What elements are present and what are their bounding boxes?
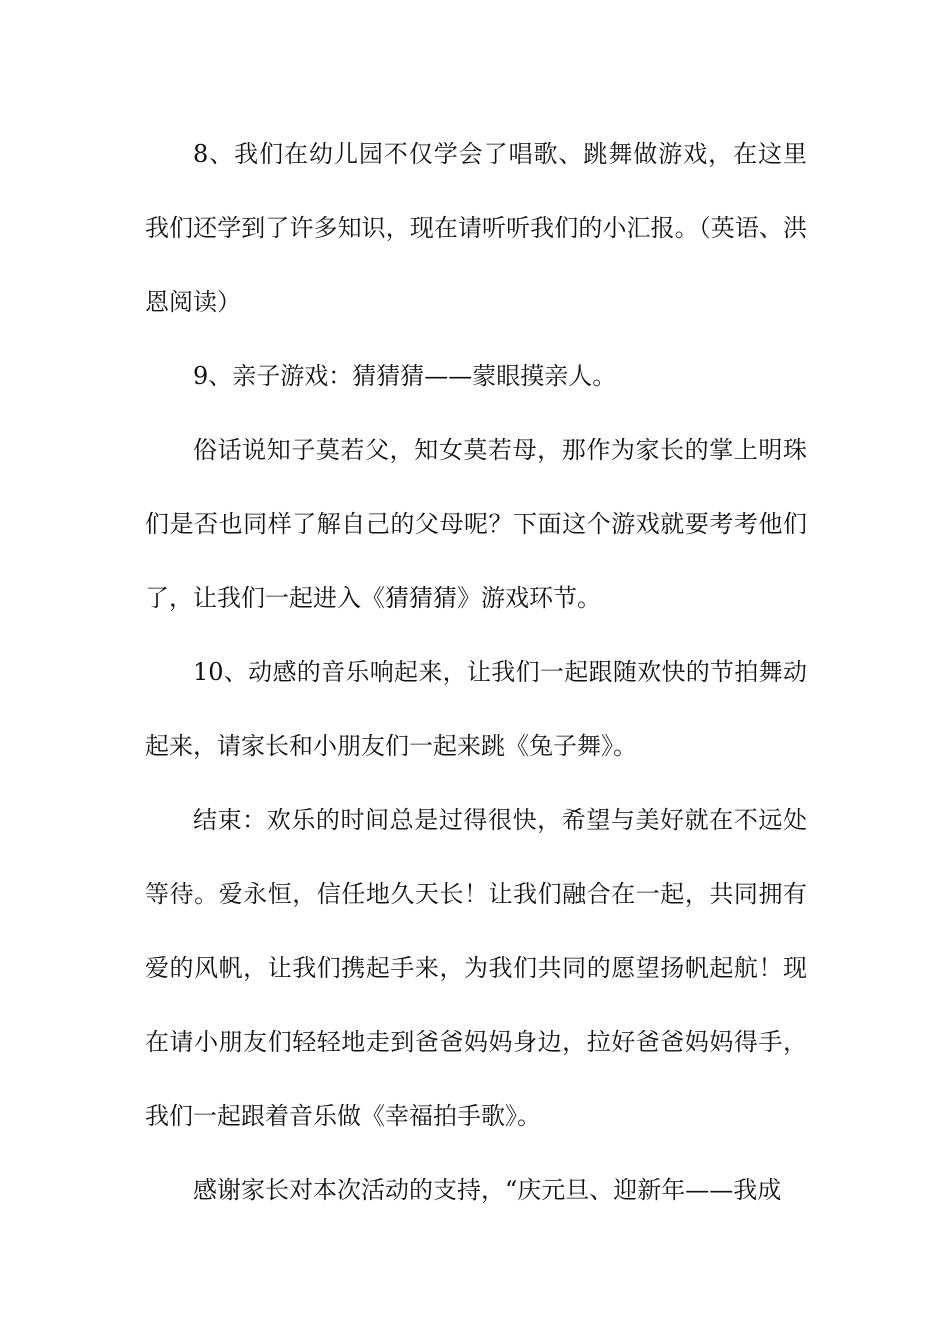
paragraph-item-10: 10、动感的音乐响起来，让我们一起跟随欢快的节拍舞动起来，请家长和小朋友们一起来跳《兔子舞》。 — [145, 658, 807, 760]
body-text — [145, 117, 807, 1227]
paragraph-item-9: 9、亲子游戏：猜猜猜——蒙眼摸亲人。 — [193, 362, 617, 390]
paragraph-item-8: 8、我们在幼儿园不仅学会了唱歌、跳舞做游戏，在这里我们还学到了许多知识，现在请听听我们的小汇报。（英语、洪恩阅读） — [145, 140, 807, 316]
paragraph-game-intro: 俗话说知子莫若父，知女莫若母，那作为家长的掌上明珠们是否也同样了解自己的父母呢？下面这个游戏就要考考他们了，让我们一起进入《猜猜猜》游戏环节。 — [145, 436, 807, 612]
paragraph-ending: 结束：欢乐的时间总是过得很快，希望与美好就在不远处等待。爱永恒，信任地久天长！让我们融合在一起，共同拥有爱的风帆，让我们携起手来，为我们共同的愿望扬帆起航！现在请小朋友们轻轻地走到爸爸妈妈身边，拉好爸爸妈妈得手，我们一起跟着音乐做《幸福拍手歌》。 — [145, 806, 807, 1130]
paragraph-thanks: 感谢家长对本次活动的支持，“庆元旦、迎新年——我成 — [193, 1176, 782, 1204]
